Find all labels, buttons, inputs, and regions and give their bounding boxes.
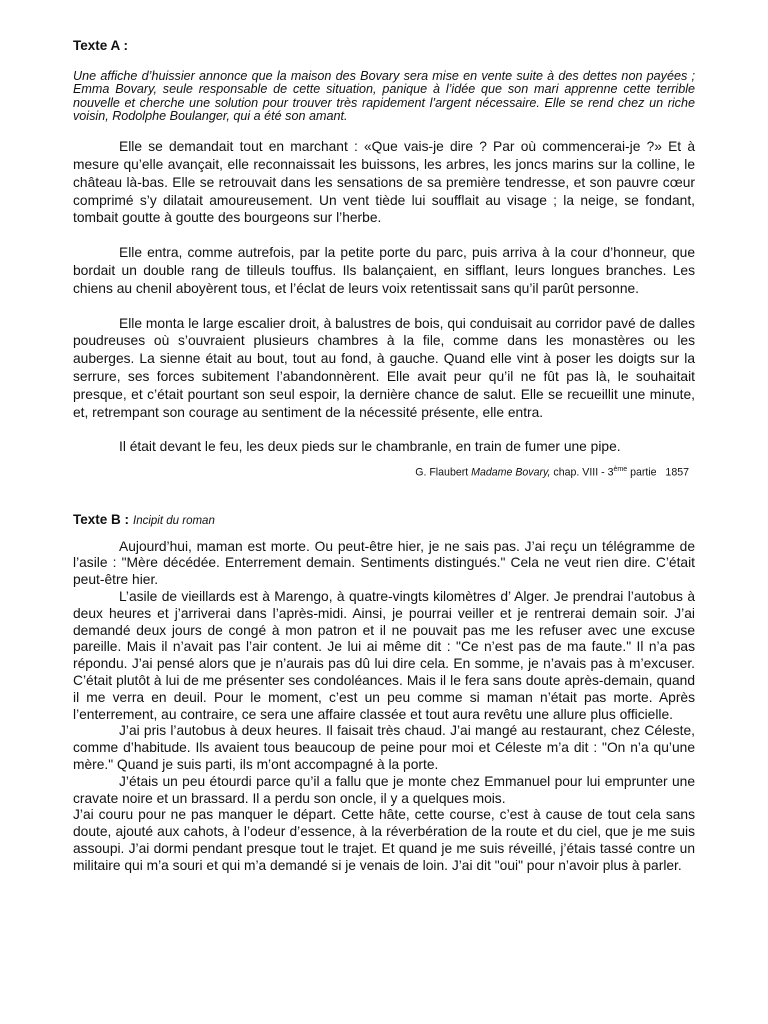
texte-a-paragraph-2: Elle entra, comme autrefois, par la petite porte du parc, puis arriva à la cour d’honneur, que bordait un double rang de tilleuls touffus. Ils balançaient, en sifflant, leurs longues branches. Les chiens au chenil aboyèrent tous, et l’éclat de leurs voix retentissait sans qu’il parût personne. [73, 245, 695, 296]
citation-work: Madame Bovary, [471, 466, 551, 479]
document-page [73, 37, 695, 875]
texte-a-citation [73, 463, 689, 480]
citation-part-word: partie [630, 466, 657, 479]
citation-author: G. Flaubert [415, 466, 469, 479]
citation-chapter: chap. VIII - [553, 466, 605, 479]
texte-b-heading [73, 511, 695, 530]
texte-a-paragraph-4: Il était devant le feu, les deux pieds sur le chambranle, en train de fumer une pipe. [119, 439, 621, 455]
texte-a-section [73, 37, 695, 480]
texte-b-paragraph-5: J’ai couru pour ne pas manquer le départ. Cette hâte, cette course, c’est à cause de tout cela sans doute, ajouté aux cahots, à l’odeur d’essence, à la réverbération de la route et du ciel, que je me suis assoupi. J’ai dormi pendant presque tout le trajet. Et quand je me suis réveillé, j’étais tassé contre un militaire qui m’a souri et qui m’a demandé si je venais de loin. J’ai dit "oui" pour n’avoir plus à parler. [73, 807, 695, 873]
texte-b-subheading: Incipit du roman [133, 514, 215, 527]
texte-a-heading: Texte A : [73, 38, 129, 53]
texte-a-paragraph-1: Elle se demandait tout en marchant : «Que vais-je dire ? Par où commencerai-je ?» Et à mesure qu’elle avançait, elle reconnaissait les buissons, les arbres, les joncs marins sur la colline, le château là-bas. Elle se retrouvait dans les sensations de sa première tendresse, et son pauvre cœur comprimé s’y dilatait amoureusement. Un vent tiède lui soufflait au visage ; la neige, se fondant, tombait goutte à goutte des bourgeons sur l’herbe. [73, 139, 695, 226]
texte-b-paragraph-2: L’asile de vieillards est à Marengo, à quatre-vingts kilomètres d’ Alger. Je prendrai l’autobus à deux heures et j’arriverai dans l’après-midi. Ainsi, je pourrai veiller et je rentrerai demain soir. J’ai demandé deux jours de congé à mon patron et il ne pouvait pas me les refuser avec une excuse pareille. Mais il n’avait pas l’air content. Je lui ai même dit : "Ce n’est pas de ma faute." Il n’a pas répondu. J’ai pensé alors que je n’aurais pas dû lui dire cela. En somme, je n’avais pas à m’excuser. C’était plutôt à lui de me présenter ses condoléances. Mais il le fera sans doute après-demain, quand il me verra en deuil. Pour le moment, c’est un peu comme si maman n’était pas morte. Après l’enterrement, au contraire, ce sera une affaire classée et tout aura revêtu une allure plus officielle. [73, 589, 695, 722]
texte-b-paragraph-1: Aujourd’hui, maman est morte. Ou peut-être hier, je ne sais pas. J’ai reçu un télégramme de l’asile : "Mère décédée. Enterrement demain. Sentiments distingués." Cela ne veut rien dire. C’était peut-être hier. [73, 538, 695, 588]
texte-b-paragraph-3: J’ai pris l’autobus à deux heures. Il faisait très chaud. J’ai mangé au restaurant, chez Céleste, comme d’habitude. Ils avaient tous beaucoup de peine pour moi et Céleste m’a dit : "On n’a qu’une mère." Quand je suis parti, ils m’ont accompagné à la porte. [73, 723, 695, 773]
texte-b-paragraph-4: J’étais un peu étourdi parce qu’il a fallu que je monte chez Emmanuel pour lui emprunter une cravate noire et un brassard. Il a perdu son oncle, il y a quelques mois. [73, 773, 695, 806]
texte-b-section [73, 511, 695, 875]
texte-a-paragraph-3: Elle monta le large escalier droit, à balustres de bois, qui conduisait au corridor pavé de dalles poudreuses où s’ouvraient plusieurs chambres à la file, comme dans les monastères ou les auberges. La sienne était au bout, tout au fond, à gauche. Quand elle vint à poser les doigts sur la serrure, ses forces subitement l’abandonnèrent. Elle avait peur qu’il ne fût pas là, le souhaitait presque, et c’était pourtant son seul espoir, la dernière chance de salut. Elle se recueillit une minute, et, retrempant son courage au sentiment de la nécessité présente, elle entra. [73, 315, 695, 420]
texte-a-intro: Une affiche d’huissier annonce que la maison des Bovary sera mise en vente suite à des dettes non payées ; Emma Bovary, seule responsable de cette situation, panique à l’idée que son mari apprenne cette terrible nouvelle et cherche une solution pour trouver très rapidement l’argent nécessaire. Elle se rend chez un riche voisin, Rodolphe Boulanger, qui a été son amant. [73, 69, 695, 123]
citation-part-suffix: ème [613, 466, 628, 474]
citation-year: 1857 [665, 466, 689, 479]
citation-part-number: 3 [607, 466, 614, 479]
texte-b-title: Texte B : [73, 511, 130, 527]
